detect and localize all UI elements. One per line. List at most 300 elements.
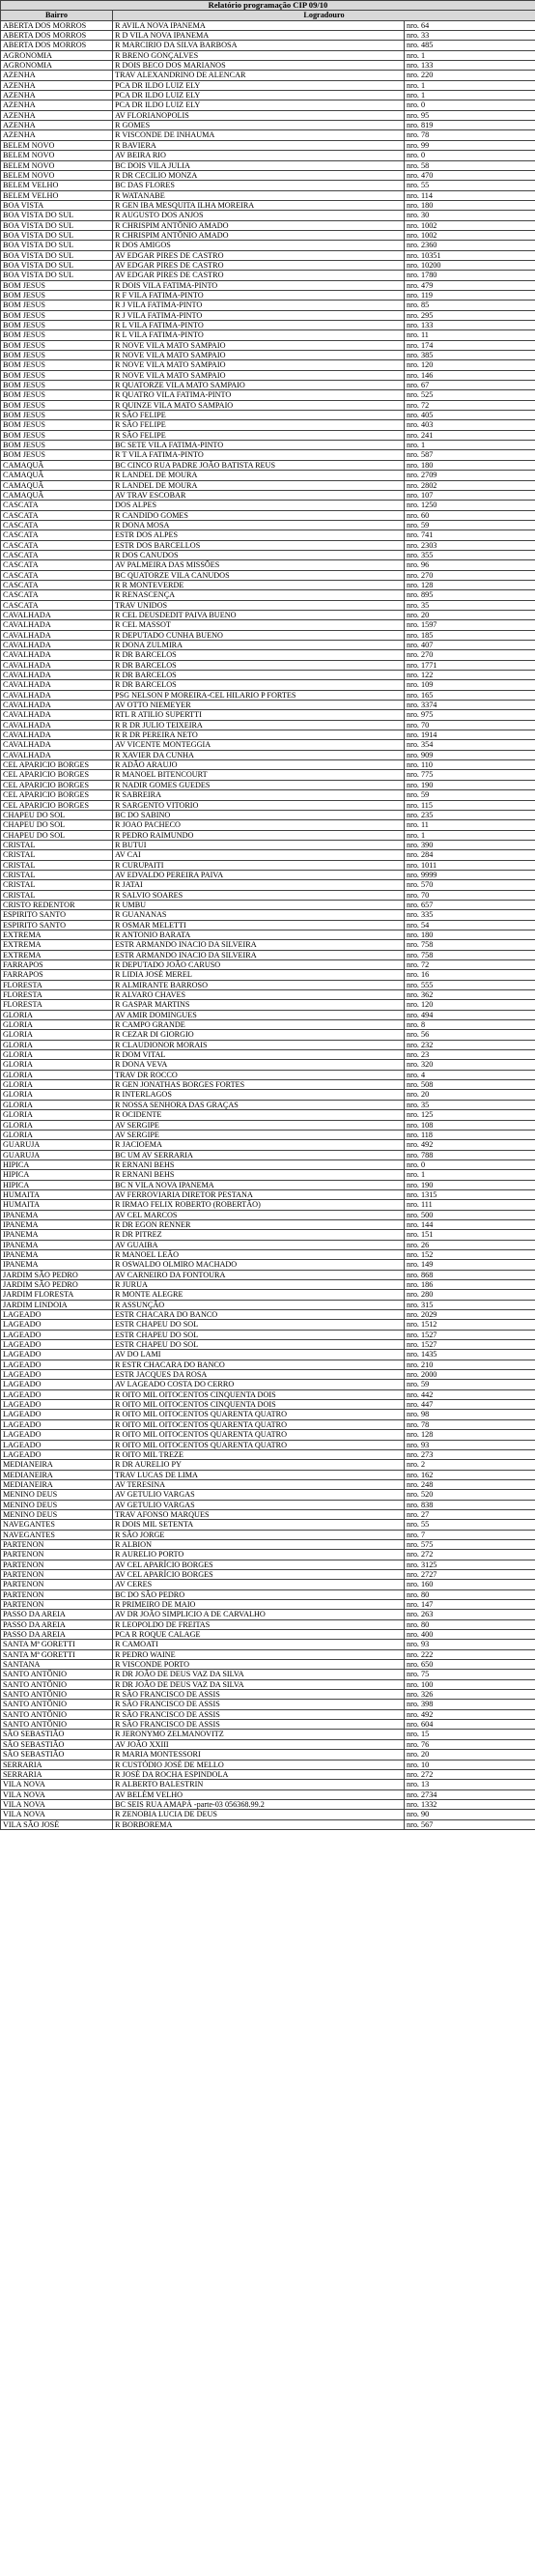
table-row xyxy=(1,140,535,150)
table-row xyxy=(1,271,535,280)
table-row xyxy=(1,780,535,789)
table-row xyxy=(1,20,535,30)
table-row xyxy=(1,1560,535,1569)
table-row xyxy=(1,690,535,700)
table-row xyxy=(1,990,535,1000)
table-row xyxy=(1,590,535,600)
numero-cell: nro. 741 xyxy=(405,530,535,540)
bairro-cell: PARTENON xyxy=(1,1569,113,1579)
bairro-cell: BOA VISTA DO SUL xyxy=(1,230,113,240)
numero-cell: nro. 128 xyxy=(405,580,535,589)
numero-cell: nro. 320 xyxy=(405,1060,535,1070)
numero-cell: nro. 10351 xyxy=(405,250,535,260)
table-row xyxy=(1,1330,535,1339)
table-row xyxy=(1,1539,535,1549)
bairro-cell: PASSO DA AREIA xyxy=(1,1610,113,1619)
logradouro-cell: R NOSSA SENHORA DAS GRAÇAS xyxy=(113,1100,405,1109)
numero-cell: nro. 362 xyxy=(405,990,535,1000)
table-row xyxy=(1,1030,535,1040)
numero-cell: nro. 232 xyxy=(405,1040,535,1049)
table-row xyxy=(1,330,535,340)
table-row xyxy=(1,1370,535,1380)
table-row xyxy=(1,490,535,500)
table-row xyxy=(1,1530,535,1539)
bairro-cell: IPANEMA xyxy=(1,1219,113,1229)
table-row xyxy=(1,1240,535,1249)
numero-cell: nro. 100 xyxy=(405,1679,535,1689)
table-row xyxy=(1,790,535,800)
table-row xyxy=(1,400,535,410)
bairro-cell: LAGEADO xyxy=(1,1380,113,1389)
logradouro-cell: TRAV LUCAS DE LIMA xyxy=(113,1470,405,1479)
table-row xyxy=(1,1410,535,1419)
numero-cell: nro. 4 xyxy=(405,1070,535,1079)
table-row xyxy=(1,151,535,160)
numero-cell: nro. 492 xyxy=(405,1140,535,1150)
bairro-cell: MENINO DEUS xyxy=(1,1500,113,1509)
table-row xyxy=(1,1389,535,1399)
bairro-cell: FLORESTA xyxy=(1,990,113,1000)
bairro-cell: CEL APARICIO BORGES xyxy=(1,800,113,810)
numero-cell: nro. 485 xyxy=(405,41,535,50)
logradouro-cell: R BORBOREMA xyxy=(113,1819,405,1829)
numero-cell: nro. 788 xyxy=(405,1150,535,1159)
numero-cell: nro. 95 xyxy=(405,110,535,120)
table-row xyxy=(1,1290,535,1300)
bairro-cell: CAVALHADA xyxy=(1,630,113,640)
bairro-cell: CASCATA xyxy=(1,530,113,540)
numero-cell: nro. 59 xyxy=(405,520,535,530)
numero-cell: nro. 479 xyxy=(405,280,535,290)
bairro-cell: BOA VISTA DO SUL xyxy=(1,241,113,250)
logradouro-cell: BC CINCO RUA PADRE JOÃO BATISTA REUS xyxy=(113,460,405,470)
column-header-logradouro: Logradouro xyxy=(113,11,535,20)
table-row xyxy=(1,1189,535,1199)
bairro-cell: MEDIANEIRA xyxy=(1,1460,113,1470)
bairro-cell: CAVALHADA xyxy=(1,610,113,619)
bairro-cell: IPANEMA xyxy=(1,1249,113,1259)
bairro-cell: VILA SÃO JOSÉ xyxy=(1,1819,113,1829)
bairro-cell: AZENHA xyxy=(1,130,113,140)
numero-cell: nro. 758 xyxy=(405,940,535,950)
bairro-cell: JARDIM SÃO PEDRO xyxy=(1,1270,113,1279)
bairro-cell: JARDIM SÃO PEDRO xyxy=(1,1280,113,1290)
logradouro-cell: PCA R ROQUE CALAGE xyxy=(113,1630,405,1640)
logradouro-cell: R CHRISPIM ANTÔNIO AMADO xyxy=(113,220,405,230)
logradouro-cell: R GUANANAS xyxy=(113,910,405,920)
logradouro-cell: AV EDVALDO PEREIRA PAIVA xyxy=(113,870,405,879)
table-row xyxy=(1,960,535,970)
numero-cell: nro. 567 xyxy=(405,1819,535,1829)
bairro-cell: FARRAPOS xyxy=(1,960,113,970)
bairro-cell: SANTA Mª GORETTI xyxy=(1,1640,113,1649)
table-row xyxy=(1,450,535,460)
bairro-cell: BELEM NOVO xyxy=(1,170,113,180)
numero-cell: nro. 270 xyxy=(405,570,535,580)
numero-cell: nro. 555 xyxy=(405,980,535,989)
table-row xyxy=(1,540,535,550)
numero-cell: nro. 109 xyxy=(405,680,535,690)
logradouro-cell: R LANDEL DE MOURA xyxy=(113,480,405,490)
logradouro-cell: R DEPUTADO JOÃO CARUSO xyxy=(113,960,405,970)
bairro-cell: SANTANA xyxy=(1,1660,113,1670)
bairro-cell: EXTREMA xyxy=(1,950,113,959)
numero-cell: nro. 280 xyxy=(405,1290,535,1300)
numero-cell: nro. 0 xyxy=(405,151,535,160)
table-row xyxy=(1,1340,535,1350)
table-row xyxy=(1,1690,535,1700)
bairro-cell: SÃO SEBASTIÃO xyxy=(1,1739,113,1749)
logradouro-cell: R DR AURELIO PY xyxy=(113,1460,405,1470)
table-row xyxy=(1,1569,535,1579)
numero-cell: nro. 263 xyxy=(405,1610,535,1619)
table-row xyxy=(1,1090,535,1100)
table-row xyxy=(1,310,535,320)
logradouro-cell: AV PALMEIRA DAS MISSÕES xyxy=(113,560,405,570)
table-row xyxy=(1,1200,535,1210)
numero-cell: nro. 2000 xyxy=(405,1370,535,1380)
logradouro-cell: RTL R ATILIO SUPERTTI xyxy=(113,710,405,720)
bairro-cell: GLORIA xyxy=(1,1070,113,1079)
numero-cell: nro. 447 xyxy=(405,1400,535,1410)
numero-cell: nro. 10200 xyxy=(405,260,535,270)
table-row xyxy=(1,860,535,870)
table-row xyxy=(1,1270,535,1279)
numero-cell: nro. 13 xyxy=(405,1780,535,1789)
numero-cell: nro. 72 xyxy=(405,960,535,970)
bairro-cell: GLORIA xyxy=(1,1040,113,1049)
bairro-cell: BOM JESUS xyxy=(1,450,113,460)
table-row xyxy=(1,1080,535,1090)
logradouro-cell: R DONA VEVA xyxy=(113,1060,405,1070)
logradouro-cell: R DR EGON RENNER xyxy=(113,1219,405,1229)
bairro-cell: CASCATA xyxy=(1,580,113,589)
numero-cell: nro. 407 xyxy=(405,641,535,650)
table-row xyxy=(1,110,535,120)
table-row xyxy=(1,1640,535,1649)
table-row xyxy=(1,620,535,630)
logradouro-cell: AV SERGIPE xyxy=(113,1120,405,1130)
table-row xyxy=(1,1550,535,1560)
bairro-cell: CASCATA xyxy=(1,540,113,550)
numero-cell: nro. 2727 xyxy=(405,1569,535,1579)
numero-cell: nro. 0 xyxy=(405,1159,535,1169)
logradouro-cell: R ADÃO ARAUJO xyxy=(113,760,405,770)
bairro-cell: CASCATA xyxy=(1,510,113,520)
bairro-cell: BOM JESUS xyxy=(1,370,113,380)
logradouro-cell: R ASSUNÇÃO xyxy=(113,1300,405,1309)
table-row xyxy=(1,230,535,240)
numero-cell: nro. 520 xyxy=(405,1490,535,1500)
logradouro-cell: R QUATRO VILA FATIMA-PINTO xyxy=(113,390,405,400)
table-row xyxy=(1,471,535,480)
logradouro-cell: R D VILA NOVA IPANEMA xyxy=(113,31,405,41)
table-row xyxy=(1,381,535,390)
table-row xyxy=(1,1810,535,1819)
bairro-cell: CASCATA xyxy=(1,590,113,600)
logradouro-cell: ESTR DOS ALPES xyxy=(113,530,405,540)
table-row xyxy=(1,710,535,720)
table-row xyxy=(1,1230,535,1240)
bairro-cell: BOM JESUS xyxy=(1,290,113,300)
table-row xyxy=(1,950,535,959)
bairro-cell: CAVALHADA xyxy=(1,710,113,720)
table-row xyxy=(1,1210,535,1219)
bairro-cell: LAGEADO xyxy=(1,1410,113,1419)
table-row xyxy=(1,1700,535,1709)
bairro-cell: LAGEADO xyxy=(1,1330,113,1339)
bairro-cell: BELEM NOVO xyxy=(1,151,113,160)
table-row xyxy=(1,1720,535,1730)
bairro-cell: BELEM VELHO xyxy=(1,190,113,200)
table-row xyxy=(1,1130,535,1139)
numero-cell: nro. 80 xyxy=(405,1589,535,1599)
logradouro-cell: R ALVARO CHAVES xyxy=(113,990,405,1000)
table-row xyxy=(1,980,535,989)
table-row xyxy=(1,580,535,589)
numero-cell: nro. 152 xyxy=(405,1249,535,1259)
table-row xyxy=(1,970,535,980)
bairro-cell: PARTENON xyxy=(1,1560,113,1569)
numero-cell: nro. 1002 xyxy=(405,230,535,240)
bairro-cell: SANTO ANTÔNIO xyxy=(1,1720,113,1730)
logradouro-cell: R DR PITREZ xyxy=(113,1230,405,1240)
numero-cell: nro. 385 xyxy=(405,351,535,360)
bairro-cell: FLORESTA xyxy=(1,980,113,989)
bairro-cell: GLORIA xyxy=(1,1130,113,1139)
numero-cell: nro. 144 xyxy=(405,1219,535,1229)
numero-cell: nro. 220 xyxy=(405,71,535,80)
bairro-cell: CEL APARICIO BORGES xyxy=(1,780,113,789)
numero-cell: nro. 133 xyxy=(405,321,535,330)
bairro-cell: CRISTAL xyxy=(1,870,113,879)
numero-cell: nro. 16 xyxy=(405,970,535,980)
bairro-cell: AGRONOMIA xyxy=(1,61,113,71)
numero-cell: nro. 1597 xyxy=(405,620,535,630)
logradouro-cell: R OITO MIL OITOCENTOS QUARENTA QUATRO xyxy=(113,1419,405,1429)
numero-cell: nro. 11 xyxy=(405,330,535,340)
bairro-cell: LAGEADO xyxy=(1,1360,113,1369)
table-row xyxy=(1,1479,535,1489)
numero-cell: nro. 525 xyxy=(405,390,535,400)
bairro-cell: PARTENON xyxy=(1,1600,113,1610)
logradouro-cell: R PEDRO WAINE xyxy=(113,1649,405,1659)
numero-cell: nro. 70 xyxy=(405,720,535,730)
table-row xyxy=(1,121,535,130)
bairro-cell: VILA NOVA xyxy=(1,1799,113,1809)
bairro-cell: ABERTA DOS MORROS xyxy=(1,20,113,30)
numero-cell: nro. 180 xyxy=(405,930,535,939)
bairro-cell: PARTENON xyxy=(1,1550,113,1560)
numero-cell: nro. 442 xyxy=(405,1389,535,1399)
table-row xyxy=(1,830,535,840)
logradouro-cell: R ALMIRANTE BARROSO xyxy=(113,980,405,989)
logradouro-cell: BC N VILA NOVA IPANEMA xyxy=(113,1180,405,1189)
numero-cell: nro. 1527 xyxy=(405,1330,535,1339)
numero-cell: nro. 895 xyxy=(405,590,535,600)
bairro-cell: CAMAQUÃ xyxy=(1,490,113,500)
table-row xyxy=(1,740,535,750)
numero-cell: nro. 398 xyxy=(405,1700,535,1709)
bairro-cell: IPANEMA xyxy=(1,1210,113,1219)
logradouro-cell: PSG NELSON P MOREIRA-CEL HILARIO P FORTES xyxy=(113,690,405,700)
bairro-cell: BOM JESUS xyxy=(1,420,113,430)
numero-cell: nro. 33 xyxy=(405,31,535,41)
logradouro-cell: R AURELIO PORTO xyxy=(113,1550,405,1560)
table-row xyxy=(1,610,535,619)
logradouro-cell: PCA DR ILDO LUIZ ELY xyxy=(113,91,405,100)
numero-cell: nro. 400 xyxy=(405,1630,535,1640)
bairro-cell: GLORIA xyxy=(1,1050,113,1060)
bairro-cell: CAVALHADA xyxy=(1,660,113,670)
table-row xyxy=(1,1000,535,1010)
numero-cell: nro. 54 xyxy=(405,920,535,930)
numero-cell: nro. 2709 xyxy=(405,471,535,480)
table-row xyxy=(1,411,535,420)
logradouro-cell: R JACIOEMA xyxy=(113,1140,405,1150)
table-row xyxy=(1,810,535,819)
table-row xyxy=(1,220,535,230)
logradouro-cell: R JURUA xyxy=(113,1280,405,1290)
numero-cell: nro. 67 xyxy=(405,381,535,390)
numero-cell: nro. 125 xyxy=(405,1110,535,1120)
table-row xyxy=(1,1589,535,1599)
bairro-cell: ABERTA DOS MORROS xyxy=(1,31,113,41)
logradouro-cell: AV GETULIO VARGAS xyxy=(113,1500,405,1509)
table-row xyxy=(1,1730,535,1739)
numero-cell: nro. 758 xyxy=(405,950,535,959)
bairro-cell: LAGEADO xyxy=(1,1400,113,1410)
bairro-cell: BOA VISTA xyxy=(1,200,113,210)
logradouro-cell: R SABREIRA xyxy=(113,790,405,800)
table-row xyxy=(1,800,535,810)
table-row xyxy=(1,100,535,110)
table-row xyxy=(1,920,535,930)
table-row xyxy=(1,1600,535,1610)
bairro-cell: VILA NOVA xyxy=(1,1789,113,1799)
logradouro-cell: R SALVIO SOARES xyxy=(113,890,405,900)
bairro-cell: LAGEADO xyxy=(1,1370,113,1380)
numero-cell: nro. 1914 xyxy=(405,730,535,740)
table-row xyxy=(1,280,535,290)
logradouro-cell: R JOAO PACHECO xyxy=(113,820,405,830)
numero-cell: nro. 55 xyxy=(405,1520,535,1530)
bairro-cell: SANTO ANTÔNIO xyxy=(1,1670,113,1679)
logradouro-cell: R GASPAR MARTINS xyxy=(113,1000,405,1010)
bairro-cell: ESPIRITO SANTO xyxy=(1,920,113,930)
table-row xyxy=(1,1350,535,1360)
logradouro-cell: R SÃO FRANCISCO DE ASSIS xyxy=(113,1700,405,1709)
numero-cell: nro. 20 xyxy=(405,1090,535,1100)
logradouro-cell: BC UM AV SERRARIA xyxy=(113,1150,405,1159)
bairro-cell: AZENHA xyxy=(1,91,113,100)
logradouro-cell: R MARIA MONTESSORI xyxy=(113,1750,405,1760)
bairro-cell: BELEM NOVO xyxy=(1,160,113,170)
bairro-cell: LAGEADO xyxy=(1,1320,113,1330)
logradouro-cell: R LIDIA JOSÉ MEREL xyxy=(113,970,405,980)
bairro-cell: NAVEGANTES xyxy=(1,1530,113,1539)
logradouro-cell: R CEL DEUSDEDIT PAIVA BUENO xyxy=(113,610,405,619)
logradouro-cell: BC SETE VILA FATIMA-PINTO xyxy=(113,441,405,450)
logradouro-cell: R DONA ZULMIRA xyxy=(113,641,405,650)
bairro-cell: AZENHA xyxy=(1,80,113,90)
bairro-cell: SERRARIA xyxy=(1,1769,113,1779)
numero-cell: nro. 27 xyxy=(405,1509,535,1519)
numero-cell: nro. 119 xyxy=(405,290,535,300)
logradouro-cell: R CAMOATI xyxy=(113,1640,405,1649)
bairro-cell: GLORIA xyxy=(1,1120,113,1130)
table-row xyxy=(1,1120,535,1130)
table-row xyxy=(1,1739,535,1749)
logradouro-cell: DOS ALPES xyxy=(113,501,405,510)
numero-cell: nro. 1435 xyxy=(405,1350,535,1360)
logradouro-cell: R NOVE VILA MATO SAMPAIO xyxy=(113,340,405,350)
logradouro-cell: R JERONYMO ZELMANOVITZ xyxy=(113,1730,405,1739)
table-row xyxy=(1,1709,535,1719)
numero-cell: nro. 1315 xyxy=(405,1189,535,1199)
logradouro-cell: R SÃO FRANCISCO DE ASSIS xyxy=(113,1690,405,1700)
logradouro-cell: AV LAGEADO COSTA DO CERRO xyxy=(113,1380,405,1389)
logradouro-cell: R DR BARCELOS xyxy=(113,660,405,670)
numero-cell: nro. 58 xyxy=(405,160,535,170)
numero-cell: nro. 272 xyxy=(405,1769,535,1779)
numero-cell: nro. 96 xyxy=(405,560,535,570)
numero-cell: nro. 26 xyxy=(405,1240,535,1249)
numero-cell: nro. 122 xyxy=(405,671,535,680)
bairro-cell: IPANEMA xyxy=(1,1260,113,1270)
bairro-cell: SANTO ANTÔNIO xyxy=(1,1700,113,1709)
numero-cell: nro. 174 xyxy=(405,340,535,350)
table-row xyxy=(1,1260,535,1270)
table-row xyxy=(1,1509,535,1519)
bairro-cell: GLORIA xyxy=(1,1010,113,1019)
bairro-cell: CAVALHADA xyxy=(1,650,113,660)
logradouro-cell: R PRIMEIRO DE MAIO xyxy=(113,1600,405,1610)
bairro-cell: CRISTAL xyxy=(1,880,113,890)
logradouro-cell: R WATANABE xyxy=(113,190,405,200)
bairro-cell: LAGEADO xyxy=(1,1449,113,1459)
bairro-cell: CRISTAL xyxy=(1,890,113,900)
numero-cell: nro. 70 xyxy=(405,890,535,900)
bairro-cell: BOM JESUS xyxy=(1,330,113,340)
table-row xyxy=(1,1799,535,1809)
logradouro-cell: R F VILA FATIMA-PINTO xyxy=(113,290,405,300)
logradouro-cell: R DOS AMIGOS xyxy=(113,241,405,250)
bairro-cell: LAGEADO xyxy=(1,1430,113,1440)
numero-cell: nro. 270 xyxy=(405,650,535,660)
logradouro-cell: R OITO MIL OITOCENTOS QUARENTA QUATRO xyxy=(113,1410,405,1419)
numero-cell: nro. 7 xyxy=(405,1530,535,1539)
table-row xyxy=(1,211,535,220)
table-row xyxy=(1,1819,535,1829)
table-row xyxy=(1,910,535,920)
logradouro-cell: R OITO MIL OITOCENTOS QUARENTA QUATRO xyxy=(113,1430,405,1440)
numero-cell: nro. 604 xyxy=(405,1720,535,1730)
logradouro-cell: AV CERES xyxy=(113,1580,405,1589)
numero-cell: nro. 222 xyxy=(405,1649,535,1659)
table-row xyxy=(1,1460,535,1470)
table-row xyxy=(1,61,535,71)
table-row xyxy=(1,200,535,210)
bairro-cell: PASSO DA AREIA xyxy=(1,1619,113,1629)
table-row xyxy=(1,1150,535,1159)
table-row xyxy=(1,1789,535,1799)
logradouro-cell: R INTERLAGOS xyxy=(113,1090,405,1100)
bairro-cell: CAVALHADA xyxy=(1,671,113,680)
numero-cell: nro. 335 xyxy=(405,910,535,920)
bairro-cell: LAGEADO xyxy=(1,1310,113,1320)
table-row xyxy=(1,1679,535,1689)
